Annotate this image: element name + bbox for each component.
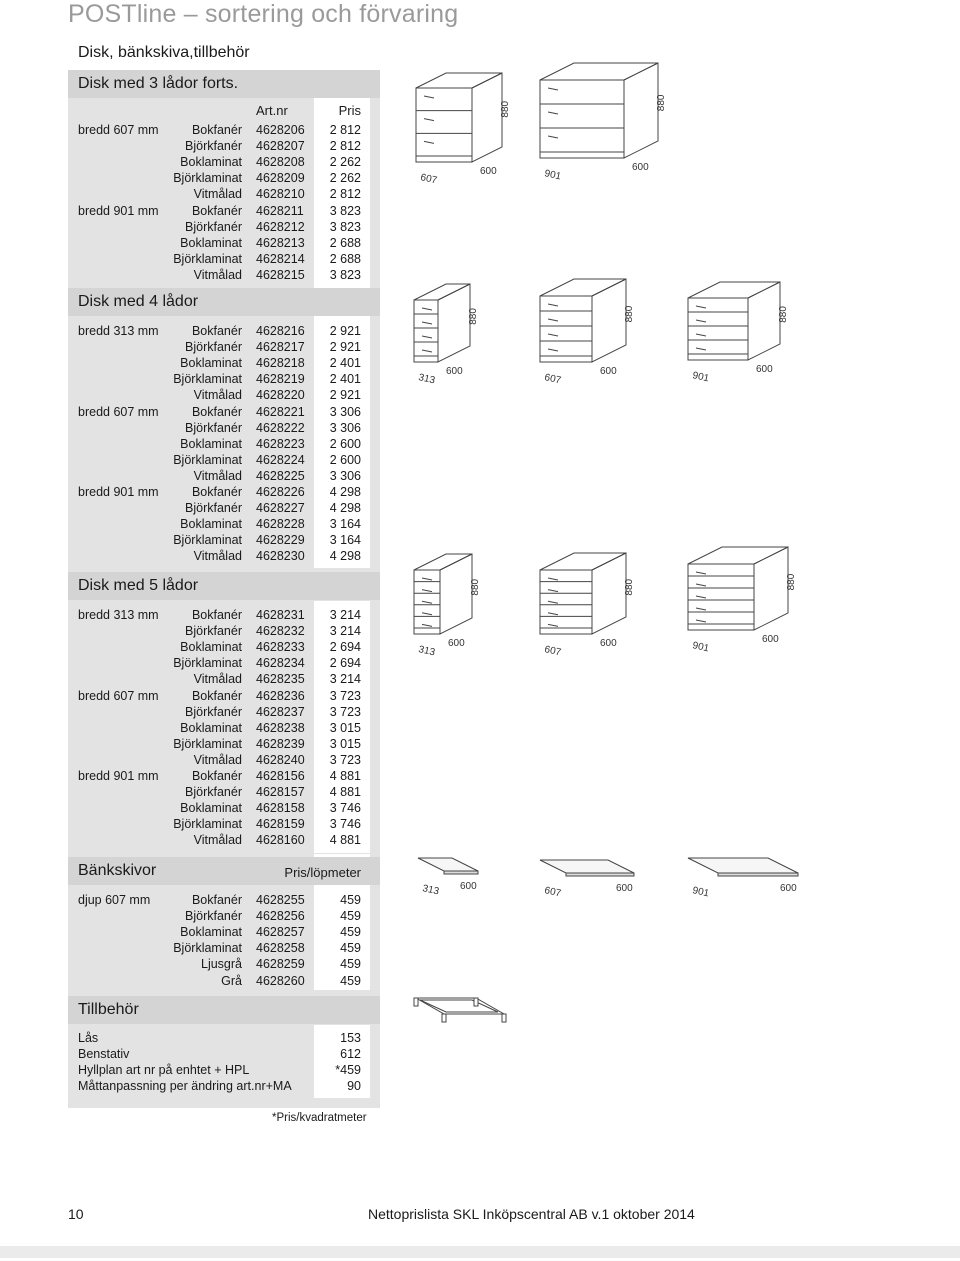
article-number-cell: 4628214 [256,251,305,266]
price-cell: 459 [340,909,361,924]
dimension-depth: 600 [756,364,773,375]
dimension-width: 607 [543,885,562,900]
price-cell: 3 164 [329,533,361,548]
article-number-cell: 4628215 [256,267,305,282]
column-header-price: Pris [338,103,361,118]
drawer-handle [548,319,558,321]
material-cell: Bokfanér [191,123,242,137]
price-cell: 4 298 [329,485,361,499]
price-cell: 3 214 [329,608,361,622]
drawer-handle [422,624,432,626]
cabinet-side [440,554,472,634]
price-cell: 3 823 [329,219,361,234]
article-number-cell: 4628157 [256,785,305,800]
article-number-cell: 4628255 [256,893,305,907]
material-cell: Björkfanér [185,624,242,639]
dimension-width: 901 [691,640,710,655]
accessory-label: Benstativ [78,1047,130,1062]
dimension-width: 313 [417,644,436,659]
article-number-cell: 4628226 [256,485,305,499]
worktop-edge [718,873,798,876]
article-number-cell: 4628224 [256,452,305,467]
drawer-handle [422,350,432,352]
price-cell: 2 262 [329,171,361,186]
price-cell: 3 306 [329,468,361,483]
accessory-label: Lås [78,1031,99,1045]
article-number-cell: 4628238 [256,720,305,735]
price-cell: 153 [340,1031,361,1045]
price-cell: 3 214 [329,672,361,687]
group-cell: bredd 901 mm [78,203,159,218]
article-number-cell: 4628218 [256,356,305,371]
group-cell: bredd 607 mm [78,123,159,137]
price-cell: 3 214 [329,624,361,639]
dimension-depth: 600 [600,638,617,649]
material-cell: Vitmålad [193,833,242,848]
price-cell: 2 688 [329,235,361,250]
article-number-cell: 4628237 [256,704,305,719]
article-number-cell: 4628223 [256,436,305,451]
cabinet-side [624,63,658,158]
article-number-cell: 4628240 [256,752,305,767]
article-number-cell: 4628235 [256,672,305,687]
article-number-cell: 4628220 [256,388,305,403]
material-cell: Bokfanér [191,404,242,419]
article-number-cell: 4628211 [256,203,304,218]
section-heading-worktops: Bänkskivor [68,857,380,885]
footnote: *Pris/kvadratmeter [272,1112,367,1124]
cabinet-top [688,282,780,298]
drawer-handle [548,334,558,336]
drawer-handle [422,322,432,324]
price-cell: 3 746 [329,801,361,816]
price-cell: 4 298 [329,549,361,564]
material-cell: Björklaminat [173,533,242,548]
material-cell: Bokfanér [191,893,242,907]
price-cell: 4 881 [329,785,361,800]
cabinet-side [438,284,470,362]
material-cell: Ljusgrå [201,957,242,972]
material-cell: Vitmålad [193,752,242,767]
price-cell: 3 015 [329,720,361,735]
page-title: POSTline – sortering och förvaring [68,0,459,28]
cabinet-top [416,73,502,88]
article-number-cell: 4628221 [256,404,305,419]
cabinet-front [540,296,592,362]
dimension-width: 313 [417,372,436,387]
article-number-cell: 4628156 [256,769,305,783]
article-number-cell: 4628259 [256,957,305,972]
material-cell: Vitmålad [193,388,242,403]
worktop-edge [444,871,478,874]
drawer-handle [548,624,558,626]
article-number-cell: 4628216 [256,324,305,338]
article-number-cell: 4628159 [256,817,305,832]
price-cell: 3 306 [329,420,361,435]
material-cell: Björklaminat [173,656,242,671]
material-cell: Boklaminat [180,517,242,532]
material-cell: Björklaminat [173,251,242,266]
material-cell: Bokfanér [191,769,242,783]
price-cell: 3 823 [329,203,361,218]
material-cell: Vitmålad [193,672,242,687]
drawer-handle [548,88,558,90]
worktop-top [540,860,634,873]
section-heading-5-drawers: Disk med 5 lådor [68,572,380,600]
price-cell: 3 306 [329,404,361,419]
drawer-handle [422,613,432,615]
article-number-cell: 4628232 [256,624,305,639]
drawer-handle [696,596,706,598]
drawer-handle [422,308,432,310]
group-cell: bredd 607 mm [78,688,159,703]
article-number-cell: 4628225 [256,468,305,483]
section-heading-accessories: Tillbehör [68,996,380,1024]
dimension-depth: 600 [616,883,633,894]
drawer-handle [422,336,432,338]
price-cell: 4 298 [329,501,361,516]
price-cell: 2 921 [329,324,361,338]
material-cell: Björkfanér [185,501,242,516]
dimension-height: 880 [470,578,481,596]
material-cell: Björkfanér [185,219,242,234]
article-number-cell: 4628230 [256,549,305,564]
price-cell: 459 [340,941,361,956]
material-cell: Björkfanér [185,340,242,355]
dimension-depth: 600 [632,162,649,173]
cabinet-front [416,88,472,162]
price-cell: 612 [340,1047,361,1062]
article-number-cell: 4628212 [256,219,305,234]
article-number-cell: 4628160 [256,833,305,848]
material-cell: Björklaminat [173,941,242,956]
cabinet-side [592,553,626,634]
material-cell: Bokfanér [191,203,242,218]
drawer-handle [424,96,434,98]
material-cell: Boklaminat [180,356,242,371]
article-number-cell: 4628260 [256,973,305,988]
article-number-cell: 4628231 [256,608,305,622]
material-cell: Bokfanér [191,324,242,338]
material-cell: Björklaminat [173,736,242,751]
material-cell: Björkfanér [185,139,242,154]
dimension-width: 901 [691,370,710,385]
article-number-cell: 4628239 [256,736,305,751]
dimension-depth: 600 [446,366,463,377]
bench-stand-leg [442,1014,446,1022]
price-cell: 4 881 [329,833,361,848]
bench-stand-frame-inner [420,1000,498,1012]
price-cell: 2 262 [329,155,361,170]
price-cell: 4 881 [329,769,361,783]
material-cell: Boklaminat [180,235,242,250]
section-heading-4-drawers: Disk med 4 lådor [68,288,380,316]
footer-text: Nettoprislista SKL Inköpscentral AB v.1 oktober 2014 [368,1206,695,1222]
group-cell: bredd 607 mm [78,404,159,419]
price-cell: 3 723 [329,752,361,767]
price-cell: 459 [340,925,361,940]
dimension-height: 880 [468,308,479,325]
material-cell: Boklaminat [180,640,242,655]
dimension-depth: 600 [448,638,465,649]
material-cell: Björklaminat [173,372,242,387]
drawer-handle [422,578,432,580]
article-number-cell: 4628227 [256,501,305,516]
article-number-cell: 4628208 [256,155,305,170]
cabinet-top [688,547,788,564]
article-number-cell: 4628256 [256,909,305,924]
article-number-cell: 4628222 [256,420,305,435]
material-cell: Bokfanér [191,485,242,499]
material-cell: Björkfanér [185,909,242,924]
material-cell: Vitmålad [193,549,242,564]
cabinet-front [540,570,592,634]
group-cell: djup 607 mm [78,893,151,907]
drawer-handle [696,348,706,350]
drawer-handle [696,608,706,610]
price-cell: 2 600 [329,436,361,451]
price-cell: 3 164 [329,517,361,532]
price-cell: 3 823 [329,267,361,282]
dimension-width: 901 [691,885,710,900]
accessory-label: Hyllplan art nr på enhtet + HPL [78,1063,250,1078]
group-cell: bredd 901 mm [78,769,159,783]
material-cell: Björkfanér [185,704,242,719]
cabinet-front [540,80,624,158]
dimension-depth: 600 [762,634,779,645]
article-number-cell: 4628219 [256,372,305,387]
dimension-depth: 600 [600,366,617,377]
cabinet-side [748,282,780,360]
article-number-cell: 4628228 [256,517,305,532]
drawer-handle [548,578,558,580]
dimension-height: 880 [778,306,789,323]
price-cell: 2 921 [329,340,361,355]
dimension-width: 607 [419,172,438,187]
group-cell: bredd 313 mm [78,608,159,622]
group-cell: bredd 901 mm [78,485,159,499]
article-number-cell: 4628206 [256,123,305,137]
worktop-edge [566,873,634,876]
article-number-cell: 4628158 [256,801,305,816]
price-cell: 2 812 [329,139,361,154]
bench-stand-leg [502,1014,506,1022]
material-cell: Boklaminat [180,155,242,170]
worktop-top [688,858,798,873]
price-cell: 2 694 [329,656,361,671]
price-cell: 3 746 [329,817,361,832]
drawer-handle [424,141,434,143]
article-number-cell: 4628234 [256,656,305,671]
drawer-handle [696,584,706,586]
drawer-handle [696,320,706,322]
price-cell: 2 812 [329,187,361,202]
drawer-handle [696,572,706,574]
price-cell: 2 812 [329,123,361,137]
price-cell: 459 [340,973,361,988]
material-cell: Vitmålad [193,267,242,282]
drawer-handle [548,304,558,306]
cabinet-front [688,298,748,360]
price-cell: 2 688 [329,251,361,266]
article-number-cell: 4628217 [256,340,305,355]
article-number-cell: 4628257 [256,925,305,940]
material-cell: Boklaminat [180,436,242,451]
article-number-cell: 4628209 [256,171,305,186]
article-number-cell: 4628236 [256,688,305,703]
cabinet-side [472,73,502,162]
drawer-handle [548,601,558,603]
material-cell: Vitmålad [193,468,242,483]
material-cell: Björkfanér [185,420,242,435]
article-number-cell: 4628210 [256,187,305,202]
dimension-depth: 600 [460,881,477,892]
drawer-handle [696,620,706,622]
dimension-depth: 600 [780,883,797,894]
cabinet-top [414,554,472,570]
article-number-cell: 4628258 [256,941,305,956]
material-cell: Bokfanér [191,608,242,622]
bench-stand-leg [474,998,478,1006]
group-cell: bredd 313 mm [78,324,159,338]
dimension-height: 880 [500,100,511,118]
material-cell: Bokfanér [191,688,242,703]
article-number-cell: 4628233 [256,640,305,655]
cabinet-top [540,553,626,570]
price-cell: 2 921 [329,388,361,403]
drawer-handle [422,601,432,603]
article-number-cell: 4628229 [256,533,305,548]
dimension-height: 880 [786,573,797,591]
drawer-handle [696,306,706,308]
footer-bar [0,1246,960,1258]
dimension-height: 880 [624,305,635,323]
price-cell: *459 [335,1063,361,1078]
page-subtitle: Disk, bänkskiva,tillbehör [78,44,250,61]
column-header-price-per-meter: Pris/löpmeter [284,865,361,880]
price-cell: 2 600 [329,452,361,467]
dimension-depth: 600 [480,166,497,177]
article-number-cell: 4628207 [256,139,305,154]
cabinet-side [754,547,788,630]
drawer-handle [424,119,434,121]
worktop-top [418,858,478,871]
dimension-height: 880 [656,94,667,112]
price-cell: 2 401 [329,356,361,371]
price-cell: 459 [340,957,361,972]
material-cell: Vitmålad [193,187,242,202]
material-cell: Björklaminat [173,817,242,832]
dimension-width: 313 [421,883,440,898]
section-heading-3-drawers: Disk med 3 lådor forts. [68,70,380,98]
drawer-handle [548,590,558,592]
material-cell: Boklaminat [180,720,242,735]
price-cell: 2 401 [329,372,361,387]
drawer-handle [422,590,432,592]
column-header-art: Art.nr [256,103,288,118]
material-cell: Boklaminat [180,925,242,940]
article-number-cell: 4628213 [256,235,305,250]
material-cell: Boklaminat [180,801,242,816]
drawer-handle [548,136,558,138]
price-cell: 3 723 [329,688,361,703]
dimension-width: 607 [543,644,562,659]
price-cell: 2 694 [329,640,361,655]
price-cell: 90 [347,1079,361,1094]
material-cell: Björklaminat [173,452,242,467]
material-cell: Björkfanér [185,785,242,800]
drawer-handle [548,613,558,615]
price-cell: 3 015 [329,736,361,751]
price-cell: 3 723 [329,704,361,719]
page-number: 10 [68,1206,84,1222]
drawer-handle [696,334,706,336]
price-cell: 459 [340,893,361,907]
dimension-width: 607 [543,372,562,387]
dimension-height: 880 [624,578,635,596]
dimension-width: 901 [543,168,562,183]
cabinet-top [540,279,626,296]
drawer-handle [548,112,558,114]
material-cell: Grå [221,973,242,988]
accessory-label: Måttanpassning per ändring art.nr+MA [78,1079,292,1094]
bench-stand-leg [414,998,418,1006]
material-cell: Björklaminat [173,171,242,186]
cabinet-side [592,279,626,362]
drawer-handle [548,349,558,351]
